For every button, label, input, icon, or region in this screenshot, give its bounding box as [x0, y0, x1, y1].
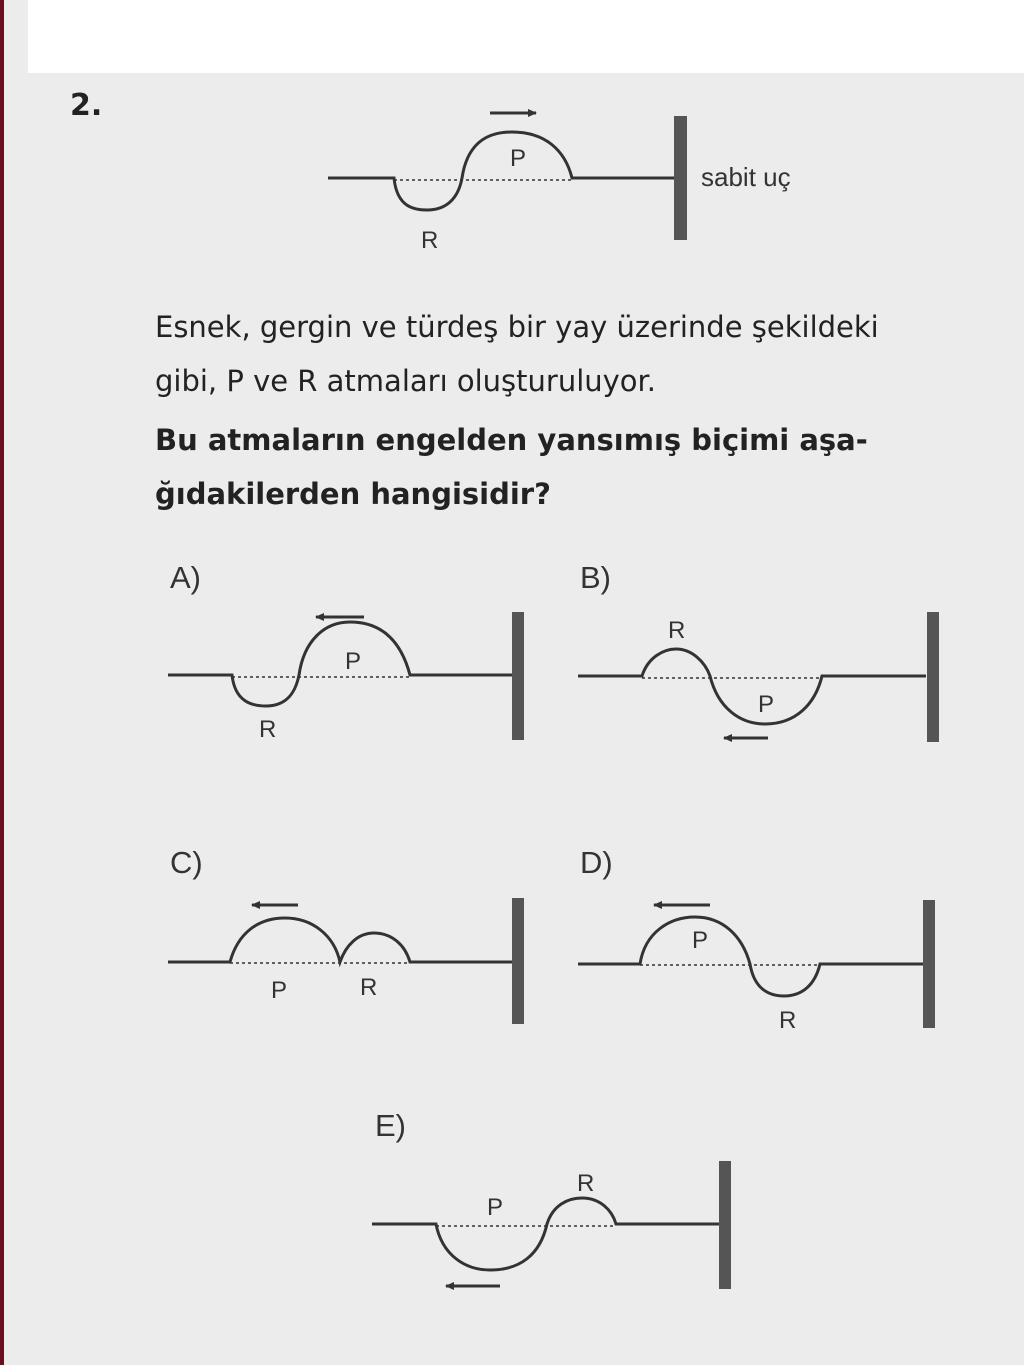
- option-b-figure: [578, 612, 939, 742]
- option-c-string: [168, 918, 514, 962]
- prompt-line-1: Bu atmaların engelden yansımış biçimi aşa-: [155, 423, 868, 457]
- option-e-string: [372, 1198, 720, 1270]
- option-d-string: [578, 917, 924, 996]
- wall-label: sabit uç: [701, 162, 791, 192]
- option-a-label[interactable]: A): [170, 560, 201, 595]
- prompt-line-2: ğıdakilerden hangisidir?: [155, 477, 551, 511]
- option-a-string: [168, 622, 514, 706]
- stem-line-1: Esnek, gergin ve türdeş bir yay üzerinde şekildeki: [155, 310, 879, 344]
- option-e-label[interactable]: E): [375, 1108, 406, 1143]
- option-b-label-r: R: [668, 617, 686, 644]
- option-b-label-p: P: [758, 691, 775, 718]
- option-a-figure: [168, 612, 524, 740]
- main-label-p: P: [510, 145, 527, 172]
- option-b-string: [578, 649, 926, 724]
- main-string-figure: [328, 113, 687, 240]
- option-c-figure: [168, 898, 524, 1024]
- main-string: [328, 132, 676, 210]
- option-e-label-r: R: [577, 1170, 595, 1197]
- option-a-label-p: P: [345, 648, 362, 675]
- main-wall: [674, 116, 687, 240]
- main-label-r: R: [421, 227, 439, 254]
- option-d-label[interactable]: D): [580, 845, 613, 880]
- option-c-wall: [512, 898, 524, 1024]
- option-d-figure: [578, 900, 935, 1028]
- option-a-wall: [512, 612, 524, 740]
- stem-line-2: gibi, P ve R atmaları oluşturuluyor.: [155, 364, 657, 398]
- option-c-label-r: R: [360, 974, 378, 1001]
- question-number: 2.: [70, 88, 103, 123]
- option-c-label[interactable]: C): [170, 845, 203, 880]
- option-d-label-r: R: [779, 1007, 797, 1034]
- option-c-label-p: P: [271, 977, 288, 1004]
- option-b-wall: [927, 612, 939, 742]
- option-e-figure: [372, 1161, 731, 1289]
- option-d-label-p: P: [692, 927, 709, 954]
- option-d-wall: [923, 900, 935, 1028]
- option-e-label-p: P: [487, 1194, 504, 1221]
- option-b-label[interactable]: B): [580, 560, 611, 595]
- question-prompt: [155, 413, 1015, 521]
- option-e-wall: [719, 1161, 731, 1289]
- question-stem: [155, 300, 1015, 408]
- option-a-label-r: R: [259, 716, 277, 743]
